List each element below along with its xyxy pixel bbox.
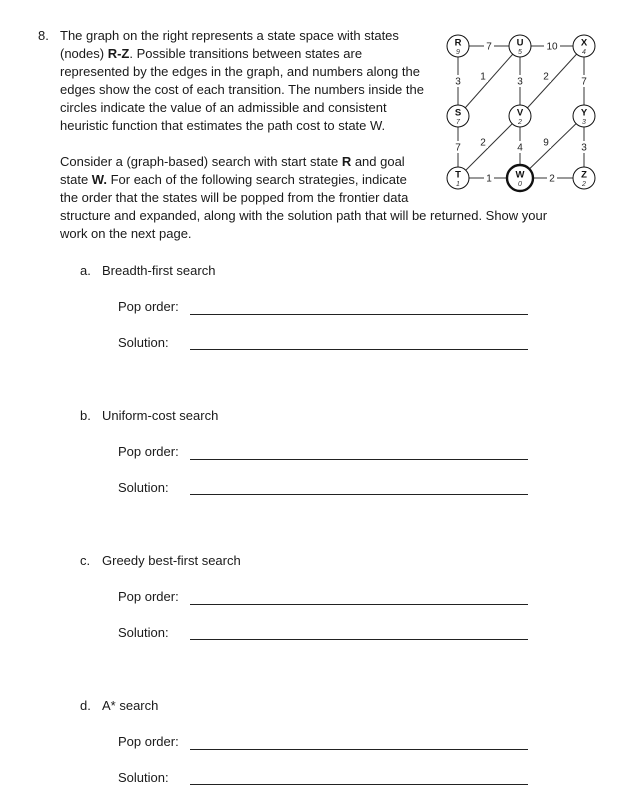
part-d-solution-label: Solution: (118, 770, 169, 785)
body-line: work on the next page. (60, 226, 192, 241)
edge-V-X (527, 54, 576, 108)
edge-cost-W-Z: 2 (549, 173, 555, 185)
part-c-pop-label: Pop order: (118, 589, 179, 604)
edge-S-U (465, 54, 512, 108)
edge-cost-U-X: 10 (546, 41, 558, 53)
part-d-pop-answer-line[interactable] (190, 749, 528, 750)
part-b-pop-label: Pop order: (118, 444, 179, 459)
edge-T-V (466, 124, 512, 170)
node-heuristic-V: 2 (518, 119, 522, 126)
edge-cost-S-T: 7 (455, 142, 461, 154)
part-d-title: d. A* search (80, 698, 159, 713)
part-b-pop-answer-line[interactable] (190, 459, 528, 460)
edge-cost-V-W: 4 (517, 142, 523, 154)
part-c-pop-answer-line[interactable] (190, 604, 528, 605)
node-heuristic-S: 7 (456, 119, 460, 126)
edge-cost-T-W: 1 (486, 173, 492, 185)
edge-cost-V-X: 2 (543, 71, 549, 83)
intro-line: heuristic function that estimates the path cost to state W. (60, 118, 386, 133)
node-heuristic-U: 5 (518, 49, 522, 56)
edge-cost-R-S: 3 (455, 76, 461, 88)
edge-cost-S-U: 1 (480, 71, 486, 83)
intro-line: circles indicate the value of an admissible and consistent (60, 100, 387, 115)
node-heuristic-W: 0 (518, 181, 522, 188)
part-c-solution-label: Solution: (118, 625, 169, 640)
edge-cost-W-Y: 9 (543, 137, 549, 149)
body-line: the order that the states will be popped from the frontier data (60, 190, 409, 205)
node-heuristic-Y: 3 (582, 119, 586, 126)
part-b-title: b. Uniform-cost search (80, 408, 219, 423)
part-a-pop-answer-line[interactable] (190, 314, 528, 315)
intro-line: (nodes) R-Z. Possible transitions between states are (60, 46, 363, 61)
node-label-T: T (455, 169, 461, 181)
edge-cost-X-Y: 7 (581, 76, 587, 88)
node-label-V: V (516, 107, 524, 119)
edge-cost-Y-Z: 3 (581, 142, 587, 154)
node-heuristic-Z: 2 (582, 181, 586, 188)
node-label-Z: Z (581, 169, 587, 181)
body-line: state W. For each of the following search strategies, indicate (60, 172, 407, 187)
node-heuristic-R: 9 (456, 49, 460, 56)
part-d-pop-label: Pop order: (118, 734, 179, 749)
node-label-U: U (516, 37, 524, 49)
node-heuristic-T: 1 (456, 181, 460, 188)
part-a-solution-answer-line[interactable] (190, 349, 528, 350)
part-a-solution-label: Solution: (118, 335, 169, 350)
edge-cost-R-U: 7 (486, 41, 492, 53)
state-space-graph (436, 28, 616, 200)
edge-cost-T-V: 2 (480, 137, 486, 149)
question-number: 8. (38, 28, 49, 43)
node-label-S: S (454, 107, 462, 119)
body-line: Consider a (graph-based) search with start state R and goal (60, 154, 405, 169)
part-b-solution-label: Solution: (118, 480, 169, 495)
intro-line: represented by the edges in the graph, and numbers along the (60, 64, 420, 79)
node-label-W: W (515, 169, 525, 181)
body-line: structure and expanded, along with the solution path that will be returned. Show your (60, 208, 548, 223)
intro-line: edges show the cost of each transition. The numbers inside the (60, 82, 424, 97)
node-label-X: X (580, 37, 588, 49)
part-d-solution-answer-line[interactable] (190, 784, 528, 785)
edge-cost-U-V: 3 (517, 76, 523, 88)
part-b-solution-answer-line[interactable] (190, 494, 528, 495)
intro-line: The graph on the right represents a state space with states (60, 28, 399, 43)
part-a-pop-label: Pop order: (118, 299, 179, 314)
part-c-title: c. Greedy best-first search (80, 553, 241, 568)
node-label-R: R (454, 37, 462, 49)
part-c-solution-answer-line[interactable] (190, 639, 528, 640)
edge-W-Y (529, 124, 576, 169)
node-heuristic-X: 4 (582, 49, 586, 56)
part-a-title: a. Breadth-first search (80, 263, 216, 278)
node-label-Y: Y (580, 107, 588, 119)
